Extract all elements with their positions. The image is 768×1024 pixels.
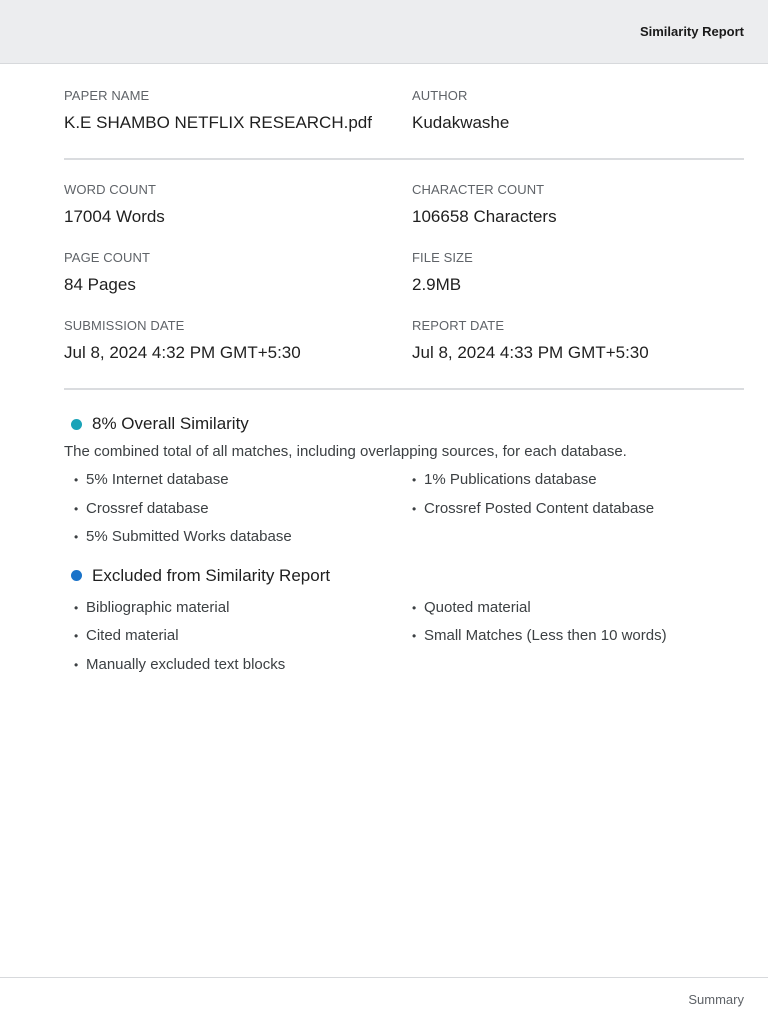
- bullet-icon: •: [74, 600, 79, 615]
- list-item-label: 5% Internet database: [86, 471, 229, 488]
- overall-similarity-title: 8% Overall Similarity: [92, 414, 249, 433]
- report-footer: [0, 977, 768, 1024]
- similarity-database-list: [64, 470, 744, 556]
- file-size-label: FILE SIZE: [412, 250, 473, 265]
- count-row: [64, 182, 744, 228]
- bullet-icon: •: [412, 600, 417, 615]
- bullet-icon: •: [412, 473, 417, 487]
- divider: [64, 388, 744, 390]
- author-value: Kudakwashe: [412, 113, 510, 132]
- similarity-description: The combined total of all matches, including overlapping sources, for each database.: [64, 443, 627, 460]
- bullet-icon: •: [412, 501, 417, 516]
- list-item: [412, 499, 744, 528]
- report-header: [0, 0, 768, 64]
- list-item: [64, 626, 412, 655]
- list-item: [64, 527, 412, 556]
- bullet-icon: •: [74, 473, 79, 487]
- bullet-icon: •: [74, 657, 79, 672]
- submission-date-value: Jul 8, 2024 4:32 PM GMT+5:30: [64, 343, 301, 362]
- character-count-field: [412, 182, 744, 228]
- word-count-label: WORD COUNT: [64, 182, 156, 197]
- page-count-label: PAGE COUNT: [64, 250, 150, 265]
- page-count-value: 84 Pages: [64, 275, 136, 294]
- list-item-label: Cited material: [86, 627, 179, 644]
- report-title: Similarity Report: [639, 24, 744, 39]
- date-row: [64, 318, 744, 364]
- list-item-label: Manually excluded text blocks: [86, 655, 286, 673]
- bullet-icon: •: [74, 629, 79, 643]
- paper-info-row: [64, 64, 744, 134]
- report-date-label: REPORT DATE: [412, 318, 505, 333]
- list-item: [412, 598, 744, 627]
- word-count-field: [64, 182, 412, 228]
- list-item: [412, 626, 744, 655]
- list-item: [64, 655, 412, 684]
- teal-dot-icon: [71, 419, 82, 430]
- list-item: [64, 470, 412, 499]
- bullet-icon: •: [74, 530, 79, 544]
- size-row: [64, 250, 744, 296]
- character-count-value: 106658 Characters: [412, 207, 557, 226]
- submission-date-field: [64, 318, 412, 364]
- file-size-value: 2.9MB: [412, 275, 462, 294]
- list-item: [64, 499, 412, 528]
- paper-name-label: PAPER NAME: [64, 88, 150, 103]
- list-item-label: Crossref Posted Content database: [424, 499, 655, 517]
- list-item: [412, 470, 744, 499]
- list-item-label: 5% Submitted Works database: [86, 528, 292, 545]
- report-content: [64, 64, 744, 683]
- list-item-label: Crossref database: [86, 499, 209, 517]
- paper-name-value: K.E SHAMBO NETFLIX RESEARCH.pdf: [64, 113, 372, 132]
- character-count-label: CHARACTER COUNT: [412, 182, 545, 197]
- paper-name-field: [64, 88, 412, 134]
- page-count-field: [64, 250, 412, 296]
- submission-date-label: SUBMISSION DATE: [64, 318, 185, 333]
- list-item-label: Bibliographic material: [86, 598, 230, 616]
- author-field: [412, 88, 744, 134]
- excluded-list: [64, 598, 744, 684]
- file-size-field: [412, 250, 744, 296]
- report-date-field: [412, 318, 744, 364]
- word-count-value: 17004 Words: [64, 207, 165, 226]
- bullet-icon: •: [74, 501, 79, 516]
- blue-dot-icon: [71, 570, 82, 581]
- excluded-title: Excluded from Similarity Report: [92, 565, 331, 585]
- footer-summary-label: Summary: [688, 992, 744, 1007]
- author-label: AUTHOR: [412, 88, 468, 103]
- list-item-label: Small Matches (Less then 10 words): [424, 627, 667, 644]
- overall-similarity-heading: [64, 413, 744, 435]
- report-date-value: Jul 8, 2024 4:33 PM GMT+5:30: [412, 343, 649, 362]
- divider: [64, 158, 744, 160]
- excluded-heading: [64, 565, 744, 587]
- bullet-icon: •: [412, 629, 417, 643]
- list-item-label: Quoted material: [424, 598, 531, 616]
- list-item: [64, 598, 412, 627]
- list-item-label: 1% Publications database: [424, 471, 597, 488]
